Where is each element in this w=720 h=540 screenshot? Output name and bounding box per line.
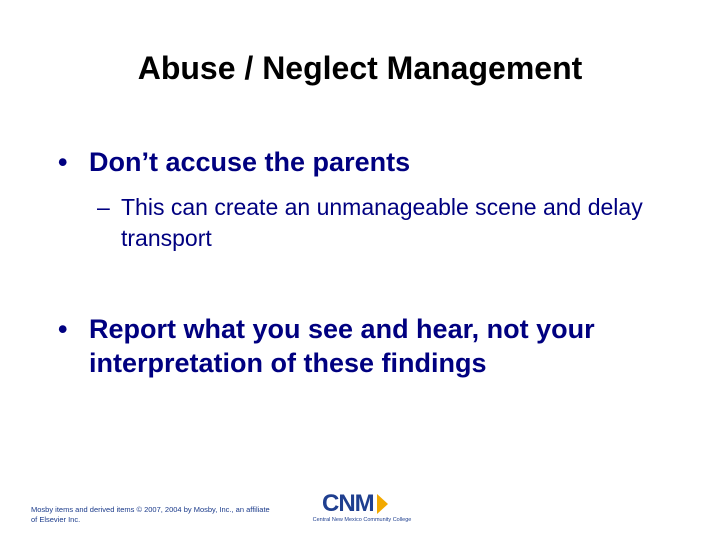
bullet-marker: • [58,147,68,177]
bullet-item [58,312,678,380]
logo-subtitle: Central New Mexico Community College [312,517,412,523]
bullet-item [58,145,678,179]
copyright-notice: Mosby items and derived items © 2007, 2004 by Mosby, Inc., an affiliate of Elsevier Inc. [31,505,270,524]
logo-mark [322,490,388,518]
sub-bullet-text: This can create an unmanageable scene and delay transport [121,194,643,251]
slide-title: Abuse / Neglect Management [137,50,583,86]
sub-bullet-item [97,192,657,254]
chevron-right-icon [377,494,388,514]
bullet-text: Report what you see and hear, not your interpretation of these findings [89,314,595,378]
cnm-logo [292,490,432,526]
bullet-text: Don’t accuse the parents [89,147,411,177]
sub-bullet-marker: – [97,194,110,220]
logo-text: CNM [322,490,374,517]
bullet-marker: • [58,314,68,344]
